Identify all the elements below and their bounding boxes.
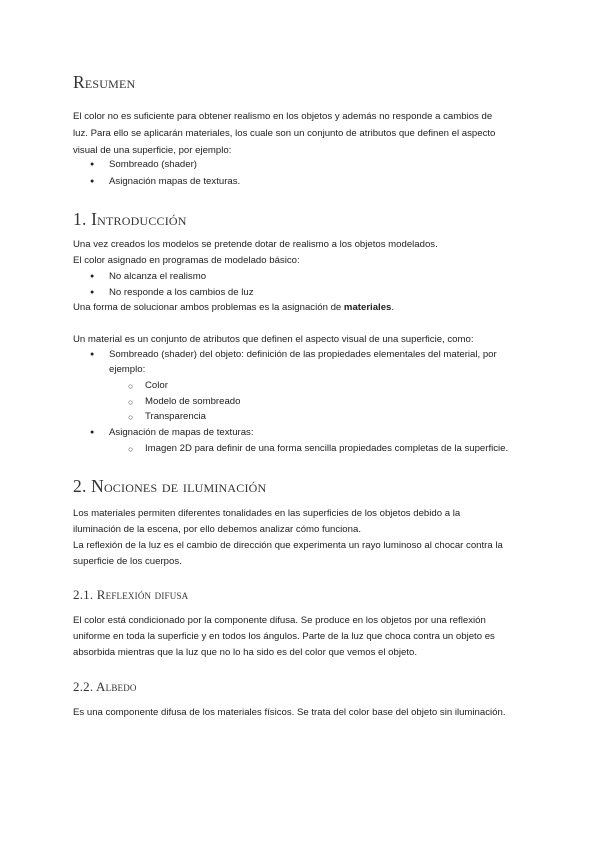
heading-reflexion-difusa: 2.1. Reflexión difusa — [73, 587, 189, 602]
circle-bullet-icon: ○ — [128, 444, 134, 454]
bullet-icon: ● — [90, 161, 95, 168]
list-item-continuation: ejemplo: — [109, 364, 146, 375]
circle-bullet-icon: ○ — [128, 412, 134, 422]
nociones-line-3: La reflexión de la luz es el cambio de dirección que experimenta un rayo luminoso al chocar contra la — [73, 540, 503, 551]
bullet-icon: ● — [90, 429, 95, 436]
resumen-paragraph-line-2: luz. Para ello se aplicarán materiales, los cuale son un conjunto de atributos que definen el aspecto — [73, 128, 496, 139]
list-item: Sombreado (shader) del objeto: definición de las propiedades elementales del material, por — [109, 349, 497, 360]
intro-line-4: Un material es un conjunto de atributos que definen el aspecto visual de una superficie, como: — [73, 334, 474, 345]
albedo-line-1: Es una componente difusa de los materiales físicos. Se trata del color base del objeto sin iluminación. — [73, 707, 506, 718]
nociones-line-4: superficie de los cuerpos. — [73, 556, 182, 567]
reflexion-line-2: uniforme en toda la superficie y en todos los ángulos. Parte de la luz que choca contra un objeto es — [73, 631, 495, 642]
sub-list-item: Imagen 2D para definir de una forma sencilla propiedades completas de la superficie. — [145, 443, 509, 454]
bullet-icon: ● — [90, 273, 95, 280]
list-item: Sombreado (shader) — [109, 159, 197, 170]
nociones-line-2: iluminación de la escena, por ello debemos analizar cómo funciona. — [73, 524, 361, 535]
resumen-paragraph-line-1: El color no es suficiente para obtener realismo en los objetos y además no responde a cambios de — [73, 111, 493, 122]
reflexion-line-1: El color está condicionado por la componente difusa. Se produce en los objetos por una reflexión — [73, 615, 486, 626]
bullet-icon: ● — [90, 289, 95, 296]
heading-introduccion: 1. Introducción — [73, 209, 187, 229]
heading-resumen: Resumen — [73, 72, 136, 92]
reflexion-line-3: absorbida mientras que la luz que no lo ha sido es del color que vemos el objeto. — [73, 647, 417, 658]
nociones-line-1: Los materiales permiten diferentes tonalidades en las superficies de los objetos debido a la — [73, 508, 461, 519]
list-item: No responde a los cambios de luz — [109, 287, 254, 298]
sub-list-item: Modelo de sombreado — [145, 396, 241, 407]
sub-list-item: Transparencia — [145, 411, 206, 422]
heading-albedo: 2.2. Albedo — [73, 679, 137, 694]
bullet-icon: ● — [90, 178, 95, 185]
circle-bullet-icon: ○ — [128, 397, 134, 407]
intro-line-1: Una vez creados los modelos se pretende dotar de realismo a los objetos modelados. — [73, 239, 438, 250]
resumen-paragraph-line-3: visual de una superficie, por ejemplo: — [73, 145, 232, 156]
bullet-icon: ● — [90, 351, 95, 358]
sub-list-item: Color — [145, 380, 168, 391]
list-item: Asignación de mapas de texturas: — [109, 427, 254, 438]
heading-nociones-iluminacion: 2. Nociones de iluminación — [73, 476, 267, 496]
intro-line-2: El color asignado en programas de modelado básico: — [73, 255, 300, 266]
circle-bullet-icon: ○ — [128, 381, 134, 391]
list-item: Asignación mapas de texturas. — [109, 176, 241, 187]
intro-line-3: Una forma de solucionar ambos problemas es la asignación de materiales. — [73, 302, 395, 313]
list-item: No alcanza el realismo — [109, 271, 207, 282]
